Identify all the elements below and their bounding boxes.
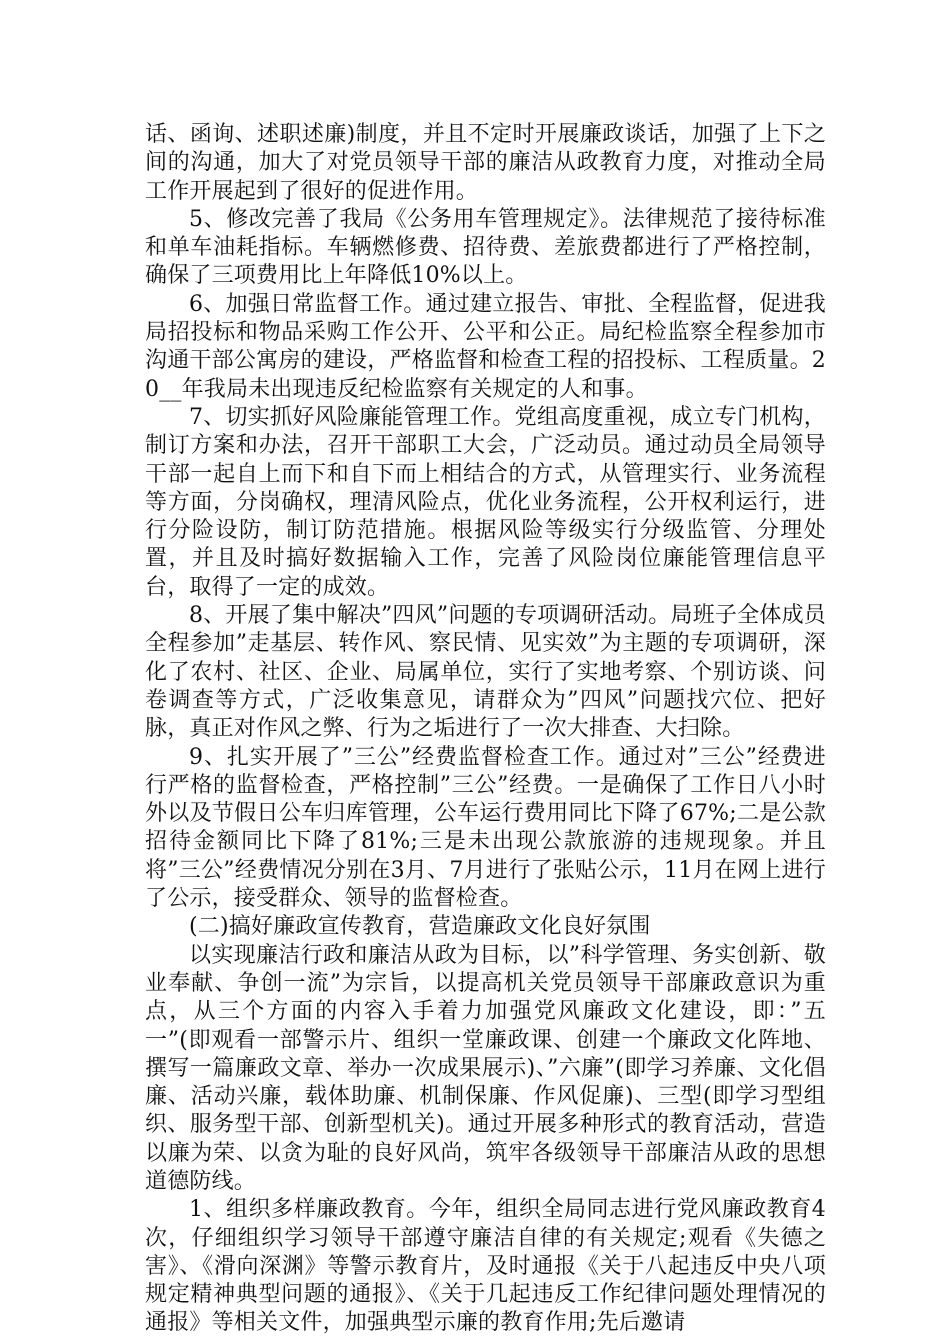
paragraph-item-7: 7、切实抓好风险廉能管理工作。党组高度重视，成立专门机构，制订方案和办法，召开干部职工大会，广泛动员。通过动员全局领导干部一起自上而下和自下而上相结合的方式，从管理实行、业务流程等方面，分岗确权，理清风险点，优化业务流程，公开权利运行，进行分险设防，制订防范措施。根据风险等级实行分级监管、分理处置，并且及时搞好数据输入工作，完善了风险岗位廉能管理信息平台，取得了一定的成效。 bbox=[145, 404, 826, 600]
paragraph-item-9: 9、扎实开展了”三公”经费监督检查工作。通过对”三公”经费进行严格的监督检查，严格控制”三公”经费。一是确保了工作日八小时外以及节假日公车归库管理，公车运行费用同比下降了67%;二是公款招待金额同比下降了81%;三是未出现公款旅游的违规现象。并且将”三公”经费情况分别在3月、7月进行了张贴公示，11月在网上进行了公示，接受群众、领导的监督检查。 bbox=[145, 744, 826, 912]
paragraph-section-intro: 以实现廉洁行政和廉洁从政为目标，以”科学管理、务实创新、敬业奉献、争创一流”为宗旨，以提高机关党员领导干部廉政意识为重点，从三个方面的内容入手着力加强党风廉政文化建设，即：”五一”(即观看一部警示片、组织一堂廉政课、创建一个廉政文化阵地、撰写一篇廉政文章、举办一次成果展示)、”六廉”(即学习养廉、文化倡廉、活动兴廉，载体助廉、机制保廉、作风促廉)、三型(即学习型组织、服务型干部、创新型机关)。通过开展多种形式的教育活动，营造以廉为荣、以贪为耻的良好风尚，筑牢各级领导干部廉洁从政的思想道德防线。 bbox=[145, 942, 826, 1194]
paragraph-item-1: 1、组织多样廉政教育。今年，组织全局同志进行党风廉政教育4次，仔细组织学习领导干部遵守廉洁自律的有关规定;观看《失德之害》、《滑向深渊》等警示教育片，及时通报《关于八起违反中央八项规定精神典型问题的通报》、《关于几起违反工作纪律问题处理情况的通报》等相关文件，加强典型示廉的教育作用;先后邀请 bbox=[145, 1197, 826, 1336]
paragraph-item-6: 6、加强日常监督工作。通过建立报告、审批、全程监督，促进我局招投标和物品采购工作公开、公平和公正。局纪检监察全程参加市沟通干部公寓房的建设，严格监督和检查工程的招投标、工程质量。20__年我局未出现违反纪检监察有关规定的人和事。 bbox=[145, 291, 826, 402]
document-page bbox=[145, 121, 826, 1338]
paragraph-item-8: 8、开展了集中解决”四风”问题的专项调研活动。局班子全体成员全程参加”走基层、转作风、察民情、见实效”为主题的专项调研，深化了农村、社区、企业、局属单位，实行了实地考察、个别访谈、问卷调查等方式，广泛收集意见，请群众为”四风”问题找穴位、把好脉，真正对作风之弊、行为之垢进行了一次大排查、大扫除。 bbox=[145, 603, 826, 742]
paragraph-item-5: 5、修改完善了我局《公务用车管理规定》。法律规范了接待标准和单车油耗指标。车辆燃修费、招待费、差旅费都进行了严格控制，确保了三项费用比上年降低10%以上。 bbox=[145, 206, 826, 289]
paragraph-continuation: 话、函询、述职述廉)制度，并且不定时开展廉政谈话，加强了上下之间的沟通，加大了对党员领导干部的廉洁从政教育力度，对推动全局工作开展起到了很好的促进作用。 bbox=[145, 122, 826, 204]
section-heading-2: (二)搞好廉政宣传教育，营造廉政文化良好氛围 bbox=[189, 914, 651, 940]
